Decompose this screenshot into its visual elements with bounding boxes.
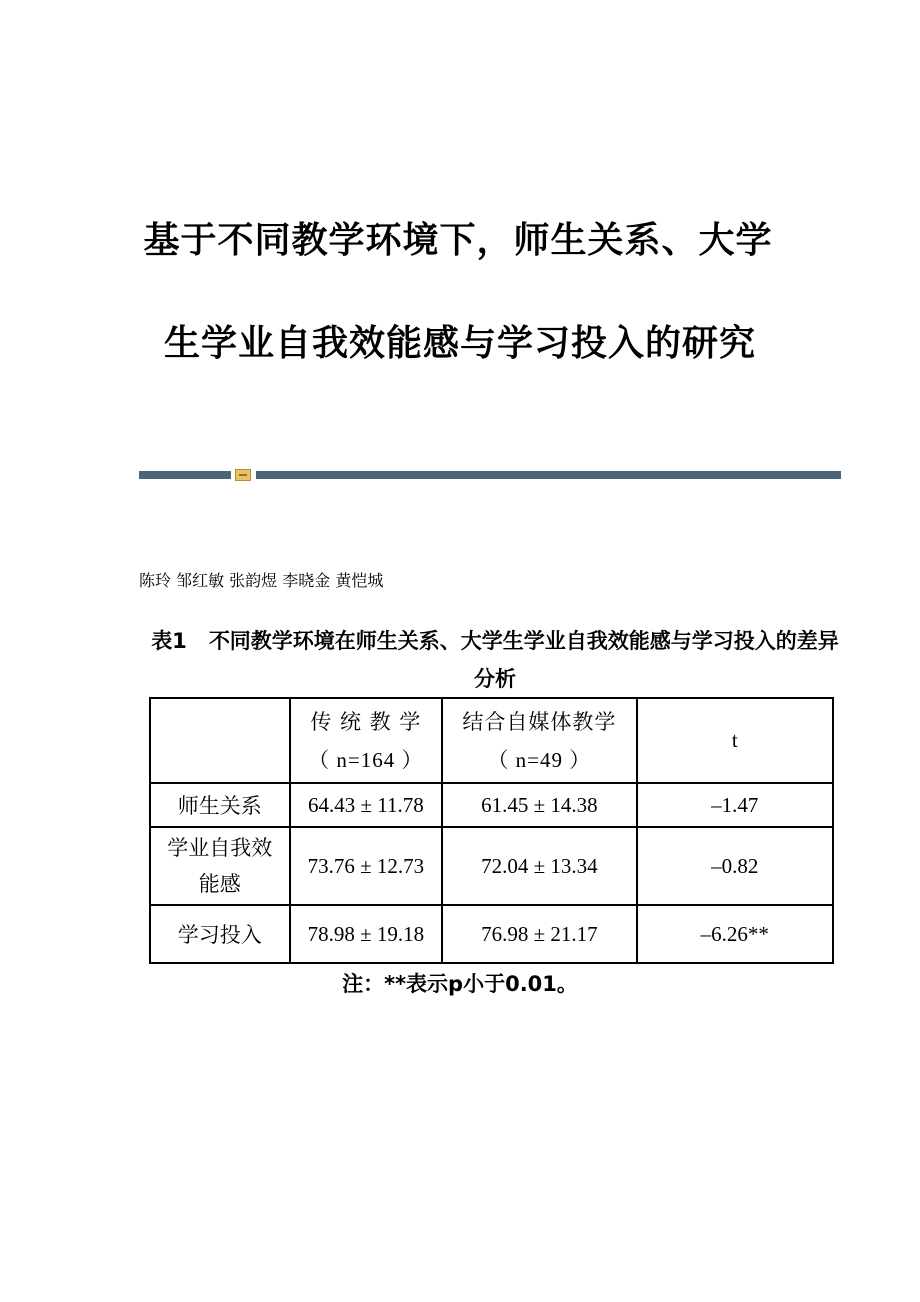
data-table bbox=[149, 697, 834, 964]
cell-selfmedia: 61.45 ± 14.38 bbox=[442, 783, 636, 827]
table-number: 表1 bbox=[151, 629, 187, 653]
cell-selfmedia: 72.04 ± 13.34 bbox=[442, 827, 636, 905]
table-row bbox=[150, 783, 833, 827]
row-label: 师生关系 bbox=[150, 783, 290, 827]
row-label-line1: 学业自我效 bbox=[167, 836, 273, 860]
page-title-line-1: 基于不同教学环境下，师生关系、大学 bbox=[143, 220, 773, 261]
page-title-line-2: 生学业自我效能感与学习投入的研究 bbox=[163, 323, 756, 364]
header-selfmedia-label: 结合自媒体教学 bbox=[462, 709, 617, 734]
header-traditional-n: （ n=164 ） bbox=[308, 747, 424, 772]
divider-rule-left bbox=[139, 471, 231, 479]
cell-traditional: 78.98 ± 19.18 bbox=[290, 905, 443, 963]
cell-selfmedia: 76.98 ± 21.17 bbox=[442, 905, 636, 963]
cell-t: –1.47 bbox=[637, 783, 833, 827]
divider-rule-right bbox=[256, 471, 841, 479]
table-caption bbox=[150, 622, 840, 698]
cell-t: –6.26** bbox=[637, 905, 833, 963]
header-selfmedia bbox=[442, 698, 636, 783]
row-label bbox=[150, 827, 290, 905]
cell-t: –0.82 bbox=[637, 827, 833, 905]
header-t: t bbox=[637, 698, 833, 783]
table-header-row bbox=[150, 698, 833, 783]
table-row bbox=[150, 827, 833, 905]
header-traditional-label: 传 统 教 学 bbox=[310, 709, 422, 734]
table-note: 注：**表示p小于0.01。 bbox=[342, 972, 578, 996]
row-label-line2: 能感 bbox=[198, 872, 241, 896]
header-selfmedia-n: （ n=49 ） bbox=[487, 747, 592, 772]
divider-ornament-icon bbox=[235, 469, 251, 481]
cell-traditional: 64.43 ± 11.78 bbox=[290, 783, 443, 827]
row-label: 学习投入 bbox=[150, 905, 290, 963]
table-row bbox=[150, 905, 833, 963]
cell-traditional: 73.76 ± 12.73 bbox=[290, 827, 443, 905]
table-caption-text: 不同教学环境在师生关系、大学生学业自我效能感与学习投入的差异分析 bbox=[208, 629, 839, 691]
header-empty-cell bbox=[150, 698, 290, 783]
author-list: 陈玲 邹红敏 张韵煜 李晓金 黄恺城 bbox=[139, 571, 384, 590]
header-traditional bbox=[290, 698, 443, 783]
